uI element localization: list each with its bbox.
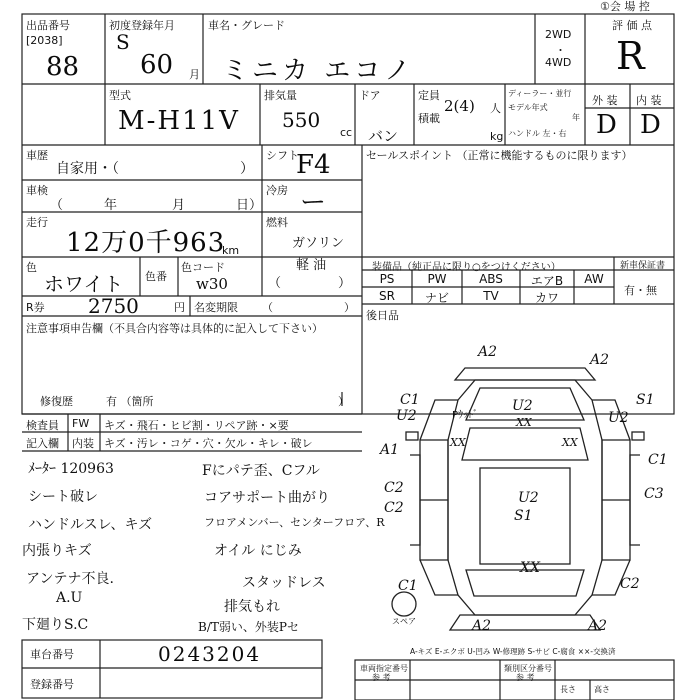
repair-label: 修復歴 — [40, 395, 73, 408]
month-unit: 月 — [189, 68, 200, 81]
fuel-label: 燃料 — [266, 216, 288, 229]
damage-mark: XX — [562, 436, 578, 449]
shift-value: F4 — [296, 150, 331, 180]
fuel-paren-close: ） — [338, 276, 352, 291]
capacity-label: 定員 — [418, 89, 440, 102]
note-line: シート破レ — [28, 489, 98, 505]
fw-items: キズ・飛石・ヒビ割・リペア跡・×要 — [104, 419, 289, 432]
equip-sr: SR — [379, 289, 395, 303]
damage-mark: C2 — [384, 500, 404, 516]
model-year-label: モデル年式 — [508, 103, 548, 112]
displacement-unit: cc — [340, 126, 353, 139]
fuel-diesel: 軽 油 — [296, 258, 327, 273]
displacement-label: 排気量 — [264, 89, 297, 102]
inspect-month: 月 — [172, 198, 186, 213]
fw-head: FW — [72, 417, 90, 430]
inspect-open: （ — [50, 198, 64, 213]
load-unit: kg — [490, 130, 504, 143]
height-label: 高さ — [594, 685, 610, 694]
damage-mark: A2 — [590, 352, 610, 368]
note-line-right: フロアメンバー、センターフロア、R — [204, 516, 385, 529]
damage-mark: C1 — [648, 452, 668, 468]
ref-label-2: 参 考 — [516, 673, 535, 682]
damage-mark: U2 — [512, 398, 533, 414]
fuel-gasoline: ガソリン — [292, 236, 345, 251]
fuel-paren-open: （ — [268, 276, 282, 291]
color-number-label: 色番 — [145, 270, 167, 283]
note-line-right: オイル にじみ — [214, 543, 302, 559]
vehicle-designation-label: 車両指定番号 — [360, 664, 408, 673]
color-value: ホワイト — [44, 272, 124, 296]
interior-head: 内装 — [72, 437, 94, 450]
color-code: w30 — [196, 275, 228, 293]
warranty-value: 有・無 — [624, 284, 657, 297]
note-line: 下廻りS.C — [22, 617, 89, 633]
exterior-label: 外 装 — [592, 94, 618, 107]
handle-label: ハンドル 左・右 — [508, 129, 567, 138]
rear-items-label: 後日品 — [366, 309, 399, 322]
recycle-value: 2750 — [88, 294, 139, 318]
damage-mark: S1 — [636, 392, 655, 408]
length-label: 長さ — [560, 685, 576, 694]
body-type: バン — [368, 127, 399, 145]
note-line: ﾒｰﾀｰ 120963 — [28, 461, 114, 477]
usage-label: 車歴 — [26, 149, 48, 162]
damage-mark: C3 — [644, 486, 664, 502]
note-line: 内張りキズ — [22, 543, 92, 559]
drive-dot: ・ — [555, 44, 566, 57]
inspector-label: 検査員 — [26, 419, 59, 432]
notes-label: 注意事項申告欄（不具合内容等は具体的に記入して下さい） — [26, 322, 323, 335]
registration-label: 登録番号 — [30, 678, 74, 691]
usage-close: ） — [240, 161, 254, 177]
entry-label: 記入欄 — [26, 437, 59, 450]
capacity-unit: 人 — [490, 102, 501, 115]
exterior-grade: D — [596, 110, 617, 140]
first-reg-year: 60 — [140, 50, 174, 80]
equip-ps: PS — [379, 272, 395, 286]
damage-mark: A1 — [380, 442, 400, 458]
note-line: A.U — [56, 590, 83, 606]
note-line: ハンドルスレ、キズ — [28, 517, 153, 533]
damage-mark: S1 — [514, 508, 533, 524]
repair-close: ） — [338, 395, 349, 408]
ref-label: 参 考 — [372, 673, 391, 682]
chassis-number: 0243204 — [158, 642, 262, 666]
name-change-close: ） — [344, 301, 355, 314]
color-code-label: 色コード — [181, 261, 225, 274]
equip-tv: TV — [483, 289, 499, 303]
name-label: 車名・グレード — [208, 19, 285, 32]
name-change-open: （ — [262, 301, 273, 314]
era: S — [116, 30, 130, 54]
damage-mark: A2 — [472, 618, 492, 634]
drive-2wd: 2WD — [545, 28, 572, 41]
damage-mark: U2 — [396, 408, 417, 424]
dealer-label: ディーラー・並行 — [508, 89, 572, 98]
interior-grade: D — [640, 110, 661, 140]
interior-label: 内 装 — [636, 94, 662, 107]
first-reg-label: 初度登録年月 — [109, 19, 175, 32]
damage-mark: XX — [516, 416, 532, 429]
note-line-right: コアサポート曲がり — [204, 490, 330, 506]
equipment-label: 装備品（純正品に限り○をつけください） — [372, 262, 561, 273]
usage-value: 自家用・（ — [56, 161, 119, 177]
damage-mark: A2 — [588, 618, 608, 634]
damage-mark: XX — [520, 560, 540, 576]
warranty-label: 新車保証書 — [620, 261, 666, 271]
equip-aw: AW — [584, 272, 604, 286]
damage-mark: C1 — [400, 392, 420, 408]
equip-leather: カワ — [534, 291, 559, 305]
equip-navi: ナビ — [424, 291, 449, 305]
lot-label: 出品番号 — [26, 19, 70, 32]
displacement-value: 550 — [282, 108, 321, 132]
mileage-unit: km — [222, 244, 240, 257]
inspect-label: 車検 — [26, 184, 48, 197]
drive-4wd: 4WD — [545, 56, 572, 69]
damage-mark: U2 — [608, 410, 629, 426]
model-label: 型式 — [109, 89, 131, 102]
inspect-year: 年 — [104, 198, 118, 213]
recycle-unit: 円 — [174, 301, 185, 314]
damage-mark: C1 — [398, 578, 418, 594]
venue-copy: ①会 場 控 — [600, 0, 650, 13]
mileage-label: 走行 — [26, 216, 48, 229]
hood-label: Pｳｯﾄﾞ — [452, 410, 479, 421]
model-year-unit: 年 — [572, 113, 580, 122]
note-line-right: Fにパテ歪、Cフル — [202, 463, 320, 479]
equip-airbag: エアB — [530, 274, 564, 288]
load-label: 積載 — [418, 112, 440, 125]
score-value: R — [616, 34, 645, 78]
lot-code: [2038] — [26, 34, 63, 47]
note-line-right: B/T弱い、外装Pセ — [198, 620, 299, 634]
spare-label: スペア — [392, 617, 416, 626]
recycle-label: R券 — [26, 301, 45, 314]
lot-number: 88 — [46, 52, 80, 82]
chassis-label: 車台番号 — [30, 648, 74, 661]
equip-pw: PW — [427, 272, 447, 286]
note-line: アンテナ不良. — [26, 571, 114, 587]
repair-value: 有 （箇所 — [106, 395, 154, 408]
damage-mark: C2 — [620, 576, 640, 592]
door-label: ドア — [359, 89, 381, 102]
shift-label: シフト — [266, 149, 299, 162]
model-code: M-H11V — [118, 106, 240, 136]
damage-mark: C2 — [384, 480, 404, 496]
damage-mark: XX — [450, 436, 466, 449]
ac-label: 冷房 — [266, 184, 288, 197]
damage-mark: U2 — [518, 490, 539, 506]
car-name: ミニカ エコノ — [222, 56, 415, 86]
damage-mark: A2 — [478, 344, 498, 360]
score-label: 評 価 点 — [612, 19, 652, 32]
inspect-day: 日） — [236, 198, 263, 213]
class-number-label: 類別区分番号 — [504, 664, 552, 673]
note-line-right: 排気もれ — [224, 599, 280, 615]
name-change-label: 名変期限 — [194, 301, 238, 314]
ac-value: ー — [300, 188, 327, 218]
equip-abs: ABS — [479, 272, 503, 286]
interior-items: キズ・汚レ・コゲ・穴・欠ル・キレ・破レ — [104, 437, 313, 450]
mileage-value: 12万0千963 — [66, 228, 226, 258]
color-label: 色 — [26, 261, 37, 274]
sales-point-label: セールスポイント （正常に機能するものに限ります） — [366, 149, 633, 162]
note-line-right: スタッドレス — [242, 575, 326, 591]
capacity-value: 2(4) — [444, 97, 475, 115]
damage-legend: A-キズ E-エクボ U-凹み W-修理跡 S-サビ C-腐食 ××-交換済 — [410, 647, 616, 656]
